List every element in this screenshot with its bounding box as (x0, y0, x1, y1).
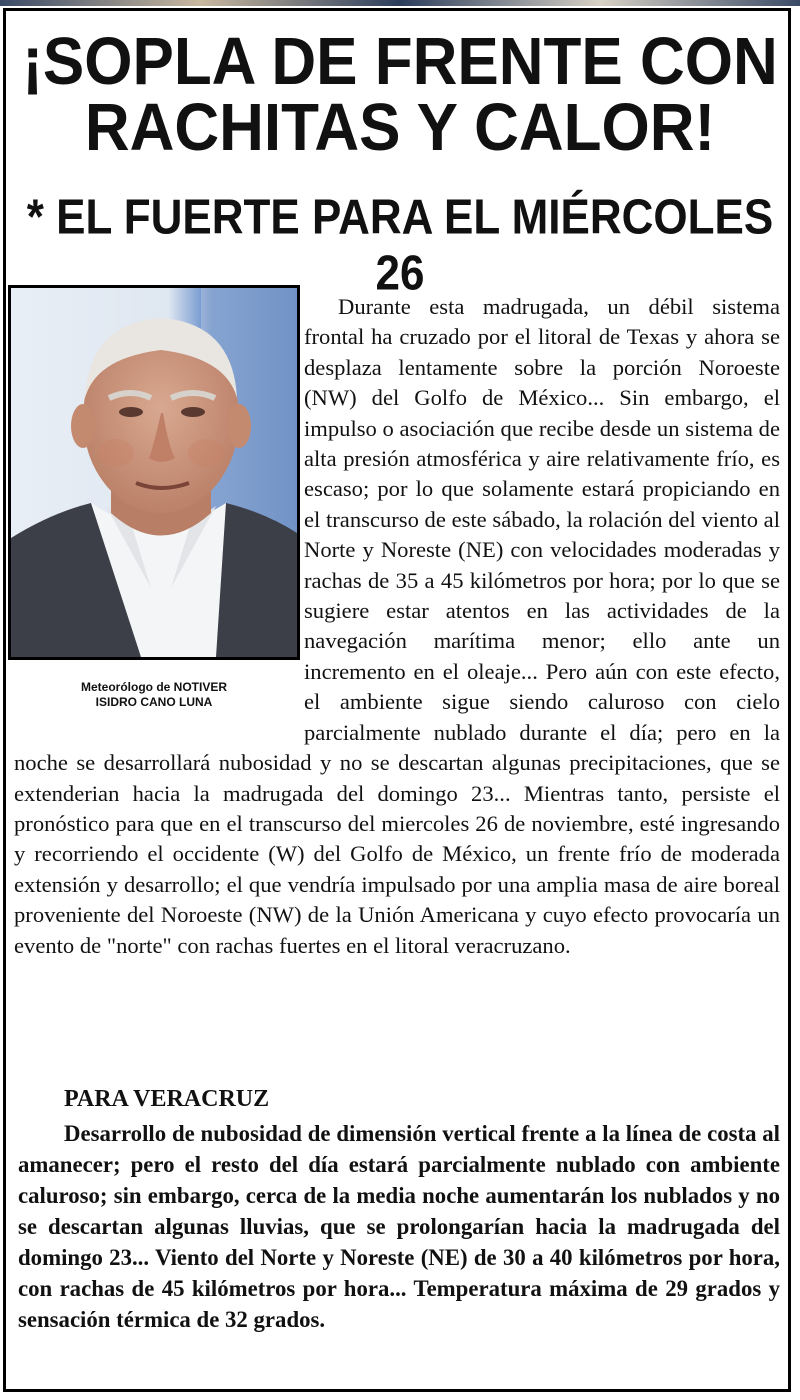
veracruz-forecast: Desarrollo de nubosidad de dimensión vertical frente a la línea de costa al amanecer; pero el resto del día estará parcialmente nublado con ambiente caluroso; sin embargo, cerca de la media noche aumentarán los nublados y no se descartan algunas lluvias, que se prolongarían hacia la madrugada del domingo 23... Viento del Norte y Noreste (NE) de 30 a 40 kilómetros por hora, con rachas de 45 kilómetros por hora... Temperatura máxima de 29 grados y sensación térmica de 32 grados. (18, 1121, 780, 1332)
article-body (14, 292, 780, 961)
section-title-veracruz: PARA VERACRUZ (64, 1086, 270, 1112)
photo-float-spacer (14, 292, 304, 742)
article-paragraph: Durante esta madrugada, un débil sistema frontal ha cruzado por el litoral de Texas y ahora se desplaza lentamente sobre la porción Noroeste (NW) del Golfo de México... Sin embargo, el impulso o asociación que recibe desde un sistema de alta presión atmosférica y aire relativamente frío, es escaso; por lo que solamente estará propiciando en el transcurso de este sábado, la rolación del viento al Norte y Noreste (NE) con velocidades moderadas y rachas de 35 a 45 kilómetros por hora; por lo que se sugiere estar atentos en las actividades de la navegación marítima menor; ello ante un incremento en el oleaje... Pero aún con este efecto, el ambiente sigue siendo caluroso con cielo parcialmente nublado durante el día; pero en la noche se desarrollará nubosidad y no se descartan algunas precipitaciones, que se extenderian hacia la madrugada del domingo 23... Mientras tanto, persiste el pronóstico para que en el transcurso del miercoles 26 de noviembre, esté ingresando y recorriendo el occidente (W) del Golfo de México, un frente frío de moderada extensión y desarrollo; el que vendría impulsado por una amplia masa de aire boreal proveniente del Noroeste (NW) de la Unión Americana y cuyo efecto provocaría un evento de "norte" con rachas fuertes en el litoral veracruzano. (14, 294, 780, 958)
subheadline: * EL FUERTE PARA EL MIÉRCOLES 26 (26, 190, 774, 301)
headline-line-2: RACHITAS Y CALOR! (84, 90, 716, 166)
top-decorative-strip (0, 0, 800, 6)
headline-line-1: ¡SOPLA DE FRENTE CON (22, 24, 778, 100)
caption-line-1: Meteorólogo de NOTIVER (80, 680, 227, 694)
section-text-veracruz (18, 1118, 780, 1335)
caption-line-2: ISIDRO CANO LUNA (95, 695, 213, 709)
